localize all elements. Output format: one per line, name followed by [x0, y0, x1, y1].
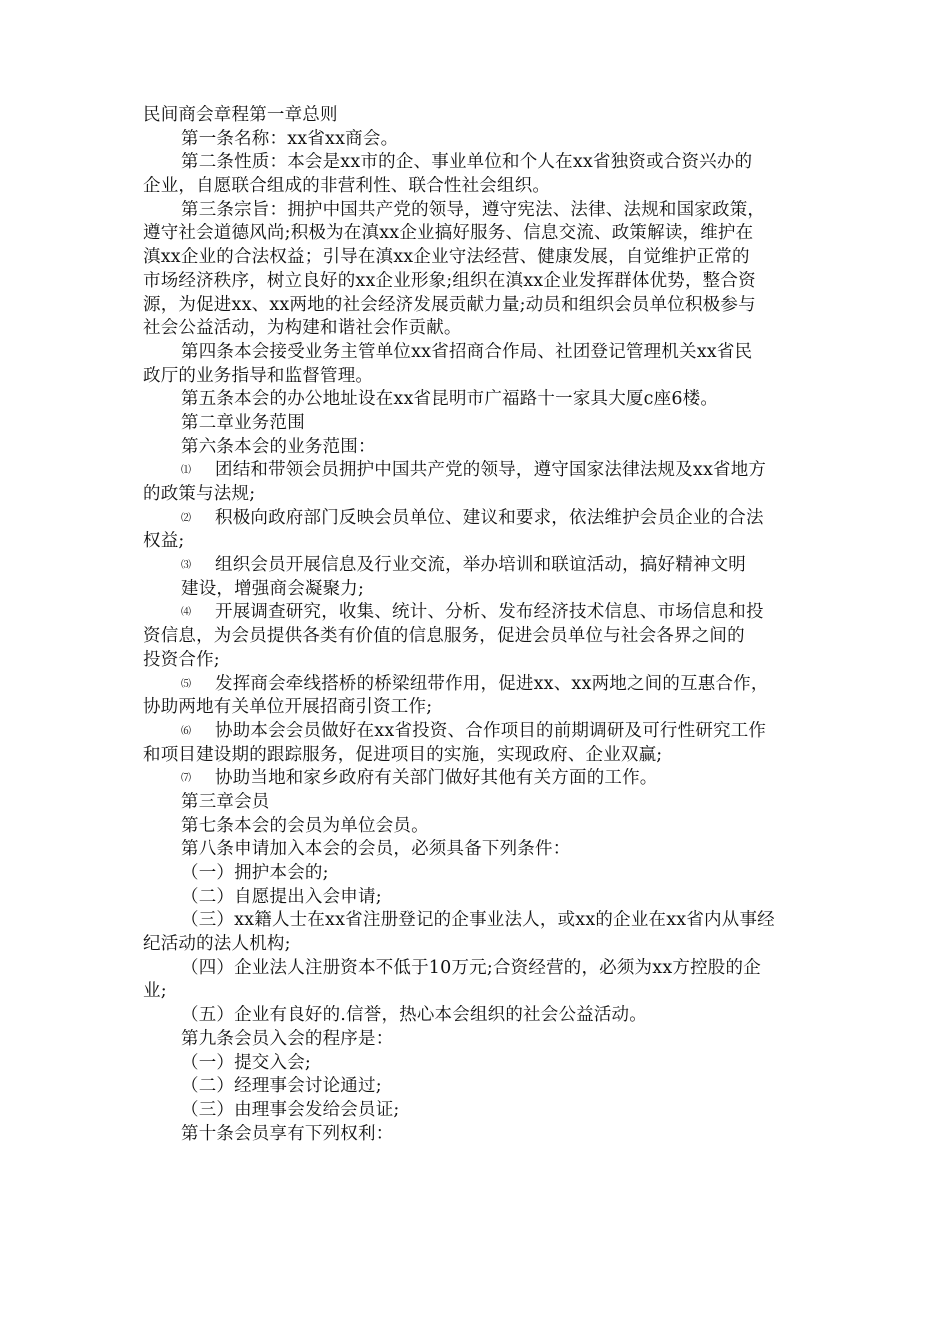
- text-line: [143, 151, 813, 175]
- list-number: ⑷: [181, 607, 192, 619]
- text-line: [143, 601, 813, 625]
- text-line: [143, 625, 813, 649]
- line-text: 第三章会员: [181, 791, 270, 812]
- text-line: [143, 649, 813, 673]
- list-number: ⑴: [181, 465, 192, 477]
- line-text: 第四条本会接受业务主管单位xx省招商合作局、社团登记管理机关xx省民: [181, 341, 753, 362]
- line-text: 第八条申请加入本会的会员，必须具备下列条件：: [181, 839, 571, 860]
- text-line: [143, 436, 813, 460]
- text-line: [143, 862, 813, 886]
- text-line: [143, 270, 813, 294]
- line-text: （二）经理事会讨论通过;: [181, 1076, 382, 1097]
- line-text: 资信息，为会员提供各类有价值的信息服务，促进会员单位与社会各界之间的: [143, 626, 745, 647]
- line-text: 协助当地和家乡政府有关部门做好其他有关方面的工作。: [215, 768, 658, 789]
- line-text: （四）企业法人注册资本不低于10万元;合资经营的，必须为xx方控股的企: [181, 957, 761, 978]
- line-text: 第九条会员入会的程序是：: [181, 1028, 394, 1049]
- text-line: [143, 1123, 813, 1147]
- line-text: 和项目建设期的跟踪服务，促进项目的实施，实现政府、企业双赢;: [143, 744, 663, 765]
- line-text: 第二条性质：本会是xx市的企、事业单位和个人在xx省独资或合资兴办的: [181, 152, 753, 173]
- text-line: [143, 530, 813, 554]
- line-text: 第六条本会的业务范围：: [181, 436, 376, 457]
- line-text: （五）企业有良好的.信誉，热心本会组织的社会公益活动。: [181, 1005, 647, 1026]
- line-text: 积极向政府部门反映会员单位、建议和要求，依法维护会员企业的合法: [215, 507, 764, 528]
- line-text: 源，为促进xx、xx两地的社会经济发展贡献力量;动员和组织会员单位积极参与: [143, 294, 756, 315]
- text-line: [143, 554, 813, 578]
- line-text: 社会公益活动，为构建和谐社会作贡献。: [143, 318, 462, 339]
- text-line: [143, 744, 813, 768]
- line-text: （三）xx籍人士在xx省注册登记的企事业法人，或xx的企业在xx省内从事经: [181, 910, 775, 931]
- list-number: ⑶: [181, 560, 192, 572]
- text-line: [143, 696, 813, 720]
- text-line: [143, 815, 813, 839]
- line-text: 组织会员开展信息及行业交流，举办培训和联谊活动，搞好精神文明: [215, 555, 746, 576]
- text-line: [143, 909, 813, 933]
- document-body: [143, 104, 813, 1146]
- text-line: [143, 199, 813, 223]
- text-line: [143, 1099, 813, 1123]
- line-text: 纪活动的法人机构;: [143, 934, 291, 955]
- text-line: [143, 957, 813, 981]
- line-text: 第一条名称：xx省xx商会。: [181, 128, 399, 149]
- line-text: 协助本会会员做好在xx省投资、合作项目的前期调研及可行性研究工作: [215, 720, 767, 741]
- line-text: 发挥商会牵线搭桥的桥梁纽带作用，促进xx、xx两地之间的互惠合作，: [215, 673, 769, 694]
- text-line: [143, 294, 813, 318]
- text-line: [143, 720, 813, 744]
- line-text: 的政策与法规;: [143, 484, 256, 504]
- line-text: 第五条本会的办公地址设在xx省昆明市广福路十一家具大厦c座6楼。: [181, 389, 719, 410]
- line-text: 第十条会员享有下列权利：: [181, 1123, 394, 1144]
- line-text: 第七条本会的会员为单位会员。: [181, 815, 429, 836]
- text-line: [143, 673, 813, 697]
- text-line: [143, 128, 813, 152]
- text-line: [143, 341, 813, 365]
- line-text: 投资合作;: [143, 649, 220, 670]
- line-text: （一）拥护本会的;: [181, 863, 329, 883]
- line-text: 滇xx企业的合法权益；引导在滇xx企业守法经营、健康发展，自觉维护正常的: [143, 247, 750, 268]
- text-line: [143, 1075, 813, 1099]
- text-line: [143, 175, 813, 199]
- line-text: 建设，增强商会凝聚力;: [181, 578, 365, 599]
- line-text: 第三条宗旨：拥护中国共产党的领导，遵守宪法、法律、法规和国家政策，: [181, 199, 766, 220]
- line-text: （一）提交入会;: [181, 1052, 311, 1073]
- line-text: 协助两地有关单位开展招商引资工作;: [143, 697, 433, 718]
- line-text: 权益;: [143, 531, 185, 552]
- list-number: ⑹: [181, 725, 192, 737]
- text-line: [143, 104, 813, 128]
- text-line: [143, 1004, 813, 1028]
- text-line: [143, 1052, 813, 1076]
- text-line: [143, 507, 813, 531]
- line-text: （三）由理事会发给会员证;: [181, 1099, 400, 1120]
- line-text: 企业，自愿联合组成的非营利性、联合性社会组织。: [143, 176, 551, 197]
- line-text: 开展调查研究，收集、统计、分析、发布经济技术信息、市场信息和投: [215, 602, 764, 623]
- text-line: [143, 838, 813, 862]
- text-line: [143, 246, 813, 270]
- text-line: [143, 980, 813, 1004]
- text-line: [143, 791, 813, 815]
- line-text: （二）自愿提出入会申请;: [181, 886, 382, 907]
- text-line: [143, 365, 813, 389]
- text-line: [143, 483, 813, 507]
- text-line: [143, 459, 813, 483]
- text-line: [143, 388, 813, 412]
- line-text: 业;: [143, 981, 167, 1002]
- text-line: [143, 317, 813, 341]
- text-line: [143, 1028, 813, 1052]
- line-text: 民间商会章程第一章总则: [143, 105, 338, 125]
- line-text: 政厅的业务指导和监督管理。: [143, 365, 374, 386]
- text-line: [143, 412, 813, 436]
- line-text: 团结和带领会员拥护中国共产党的领导，遵守国家法律法规及xx省地方: [215, 460, 767, 481]
- line-text: 市场经济秩序，树立良好的xx企业形象;组织在滇xx企业发挥群体优势，整合资: [143, 270, 756, 291]
- list-number: ⑺: [181, 773, 192, 785]
- text-line: [143, 222, 813, 246]
- text-line: [143, 886, 813, 910]
- list-number: ⑸: [181, 678, 192, 690]
- text-line: [143, 933, 813, 957]
- line-text: 遵守社会道德风尚;积极为在滇xx企业搞好服务、信息交流、政策解读，维护在: [143, 223, 754, 244]
- text-line: [143, 767, 813, 791]
- text-line: [143, 578, 813, 602]
- line-text: 第二章业务范围: [181, 412, 305, 433]
- list-number: ⑵: [181, 512, 192, 524]
